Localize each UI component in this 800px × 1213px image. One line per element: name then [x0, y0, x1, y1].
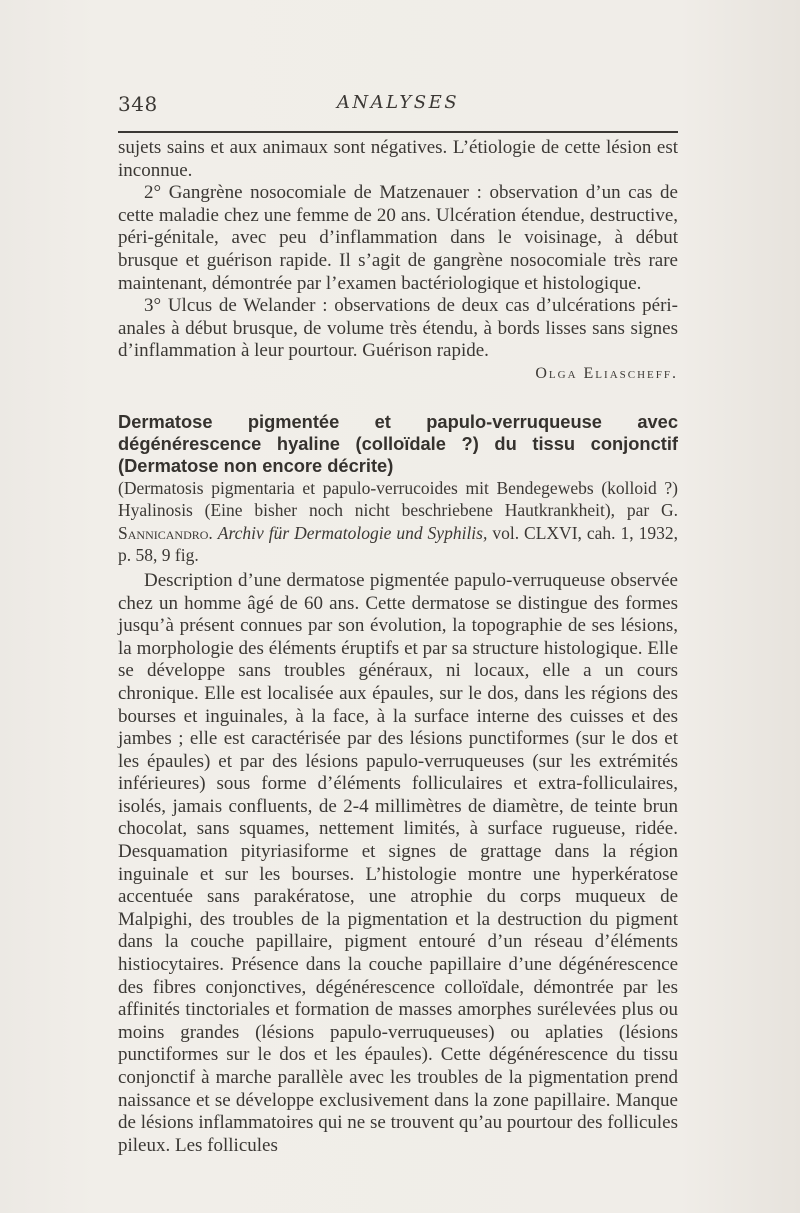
- article-body: Description d’une dermatose pigmentée papulo-verruqueuse observée chez un homme âgé de 60 ans. Cette dermatose se distingue des formes jusqu’à présent connues par son évolution, la topographie de ses lésions, la morphologie des éléments éruptifs et par sa structure histologique. Elle se développe sans troubles généraux, ni locaux, elle a un cours chronique. Elle est localisée aux épaules, sur le dos, dans les régions des bourses et inguinales, à la face, à la surface interne des cuisses et des jambes ; elle est caractérisée par des lésions punctiformes (sur le dos et les épaules) et par des lésions papulo-verruqueuses (sur les extrémités inférieures) sous forme d’éléments folliculaires et extra-folliculaires, isolés, jamais confluents, de 2-4 millimètres de diamètre, de teinte brun chocolat, sans squames, nettement limités, à surface rugueuse, ridée. Desquamation pityriasiforme et signes de grattage dans la région inguinale et sur les bourses. L’histologie montre une hyperkératose accentuée sans parakératose, une atrophie du corps muqueux de Malpighi, des troubles de la pigmentation et la destruction du pigment dans la couche papillaire, pigment entouré d’un réseau d’éléments histiocytaires. Présence dans la couche papillaire d’une dégénérescence des fibres conjonctives, dégénérescence colloïdale, démontrée par les affinités tinctoriales et formation de masses amorphes surélevées plus ou moins grandes (lésions papulo-verruqueuses) ou aplaties (lésions punctiformes sur le dos et les épaules). Cette dégénérescence du tissu conjonctif à marche parallèle avec les troubles de la pigmentation prend naissance et se développe exclusivement dans la zone papillaire. Manque de lésions inflammatoires qui ne se trouvent qu’au pourtour des follicules pileux. Les follicules: [118, 569, 678, 1156]
- header-rule: [118, 131, 678, 133]
- page-header: [118, 90, 678, 120]
- article-title: Dermatose pigmentée et papulo-verruqueuse avec dégénérescence hyaline (colloïdale ?) du tissu conjonctif (Dermatose non encore décrite): [118, 410, 678, 476]
- author-signature: Olga Eliascheff.: [535, 364, 678, 382]
- journal-name: Archiv für Dermatologie und Syphilis,: [217, 522, 488, 543]
- article-author: G. Sannicandro.: [118, 500, 678, 543]
- page-content: [118, 137, 678, 1157]
- previous-article-paragraph: 2° Gangrène nosocomiale de Matzenauer : observation d’un cas de cette maladie chez une femme de 20 ans. Ulcération étendue, destructive, péri-génitale, avec peu d’inflammation dans le voisinage, à début brusque et guérison rapide. Il s’agit de gangrène nosocomiale très rare maintenant, démontrée par l’examen bactériologique et histologique.: [118, 182, 678, 294]
- section-gap: [118, 385, 678, 411]
- page-number: 348: [118, 92, 158, 116]
- previous-article-paragraph: sujets sains et aux animaux sont négatives. L’étiologie de cette lésion est inconnue.: [118, 137, 678, 181]
- previous-article-paragraph: 3° Ulcus de Welander : observations de deux cas d’ulcérations péri-anales à début brusque, de volume très étendu, à bords lisses sans signes d’inflammation à leur pourtour. Guérison rapide.: [118, 295, 678, 362]
- article-reference: [118, 477, 678, 567]
- running-head: ANALYSES: [336, 92, 460, 113]
- original-title: (Dermatosis pigmentaria et papulo-verrucoides mit Bendegewebs (kolloid ?) Hyalinosis (Eine bisher noch nicht beschriebene Hautkrankheit), par: [118, 477, 678, 521]
- reference-details: vol. CLXVI, cah. 1, 1932, p. 58, 9 fig.: [118, 522, 678, 566]
